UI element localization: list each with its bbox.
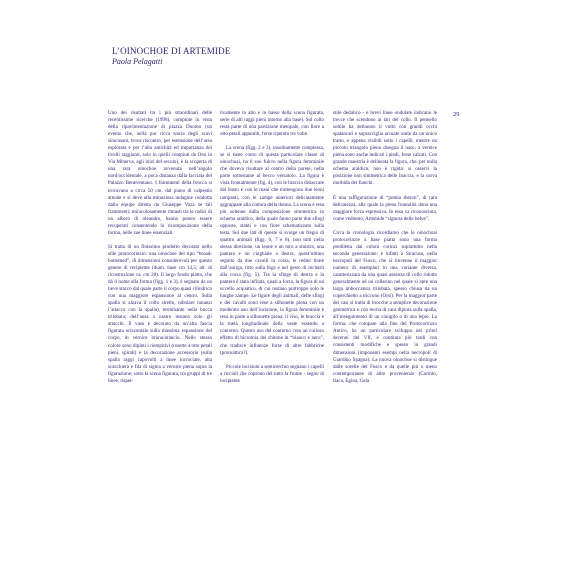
page-number: 29 [453,111,460,118]
article-author: Paola Pelagatti [112,57,163,66]
text-column-1 [108,110,212,385]
article-header [112,46,432,67]
paragraph: È una raffigurazione di “potnia theron”, di rara delicatezza, alla quale la piena frontalità dona una maggiore forza espressiva. In essa va riconosciuta, come vedremo, Artemide “signora delle belve”. [333,194,437,222]
paragraph: Si tratta di un finissimo prodotto decorato nello stile protocorinzio: una oinochoe del tipo “broad-bottomed”, di dimensioni considerevoli per questo genere di recipiente (diam. base cm 14,5; alt. di ricostruzione ca. cm 20). Il largo fondo piatto, che dà il nome alla forma (figg. 1 e 3), è segnato da un lieve stacco dal quale parte il corpo quasi cilindrico con una maggiore espansione al centro. Sulla spalla si alzava il collo stretto, tubolare innanzi l’attacco con la spalla), terminante nella bocca trilobata; dell’ansa a nastro restano solo gli attacchi. Il vaso è decorato da un’alta fascia figurata orizzontale sulla massima espansione del corpo, in vernice bruno/arancio. Nello stesso colore sono dipinti i riempitivi (rosette a otto petali pieni, spirali) e la decorazione accessoria (sulla spalla raggi capovolti a linee incrociate, alta scacchiera e fila di sigma a vernice piena sopra la figurazione; sotto la scena figurata, tra gruppi di tre linee, rispet- [108,243,212,384]
paragraph: Circa la cronologia ricordiamo che le oinochoai protocorinzie a base piatta sono una forma prediletta dai coloni corinzi soprattutto nella seconda generazione: è infatti a Siracusa, nella necropoli del Fusco, che si rinvenne il maggior numero di esemplari in una variante diversa, caratterizzata da una quasi assenza di collo ridotto generalmente ad un collarino nel quale si apre una larga imboccatura trilobata, spesso chiusa da un coperchietto a triccono (Orsi). Per la maggior parte dei casi si tratta di brocche a semplice decorazione geometrica o con teoria di cani dipinta sulla spalla, all’inseguimento di un coniglio o di una lepre. La forma, che compare alla fine del Protocorinzio Antico, ha un particolare sviluppo nei primi decenni del VII, e continua più tardi con consistenti modifiche e spesso in grandi dimensioni (imponenti esempi nella necropoli di Giardino Spagna). La nuova oinochoe si distingue dalle sorelle del Fusco e da quelle più o meno contemporanee di altre provenienze (Corinto, Itaca, Egina, Gela [333,229,437,384]
article-title: L’OINOCHOE DI ARTEMIDE [112,46,231,56]
paragraph: stile dedalico - e brevi linee ondulate indicano le trecce che scendono ai lati del collo. Il pennello sottile ha delineato il volto con grandi occhi spalancati e sopracciglia arcuate unite da un unico tratto, e appena visibili sotto i capelli, mentre un piccolo triangolo pieno disegna il naso; a vernice piena sono anche indicati i piedi, forse calzati. Con grande maestria è delineata la figura, che, per nulla schema araldico, non è rigida: si osservi la posizione non simmetrica delle braccia, e la curva morbida dei fianchi. [333,110,437,187]
paragraph: La scena (figg. 2 e 3), insolitamente complessa, se si tiene conto di questa particolare classe di oinochoai, ha il suo fulcro nella figura femminile che doveva risultare al centro della parete, nella parte sottostante al becco versatoio. La figura è vista frontalmente (fig. 4), con le braccia distaccate dal busto e con le mani che trattengono due leoni rampanti, con le zampe anteriori delicatamente aggrappate alla cintura della donna. La scena è resa più solenne dalla composizione simmetrica in schema araldico, della quale fanno parte due sfingi opposte, stanti e con fiore schematizzato sulla testa. Sui due lati di queste si svolge un fregio di quattro animali (figg. 6, 7 e 8), non tutti nella stessa direzione, un leone e un toro a sinistra, una pantera e un cinghiale a destra, quest’ultimo seguito da due cavalli in corsa, le redini tirate dall’auriga, ritto sulla biga e nel gesto di incitarli alla corsa (fig. 5). Tra la sfinge di destra e la pantera è stata infilata, quasi a forza, la figura di un uccello acquatico, di cui restano purtroppo solo le lunghe zampe. Le figure degli animali, delle sfingi e dei cavalli sono rese a silhouette piena con un moderato uso dell’incisione, la figura femminile è resa in parte a silhouette piena, il viso, le braccia e la metà longitudinale della veste essendo a contorno. Questo uso del contorno crea un curioso effetto di bicromia del chitone in “bianco e nero”, che tradisce influenze forse di altre fabbriche (protoattica?). [220,145,324,356]
paragraph: Uno dei risultati tra i più straordinari delle recentissime ricerche (1998), compiute in vista della ripavimentazione di piazza Duomo (un evento che, nella pur ricca storia degli scavi siracusani, trova riscontro, per estensione dell’area esplorata e per l’alta antichità ed importanza dei livelli raggiunti, solo in quelli compiuti da Orsi in Via Minerva, agli inizi del secolo), è la scoperta di una rara oinochoe avvenuta nell’angolo nord/occidentale, a poca distanza dalla facciata del Palazzo Beneventano. I frammenti della brocca si trovavano a circa 50 cm. dal piano di calpestio attuale e si deve alla minuziosa indagine condotta dalla équipe diretta da Giuseppe Voza se tali frammenti, miracolosamente rimasti tra le radici di un albero di oleandro, hanno potuto essere recuperati consentendo la ricomposizione della forma, nelle sue linee essenziali. [108,110,212,236]
text-column-3 [333,110,437,385]
paragraph: Piccole incisioni a semicerchio segnano i capelli a riccioli che coprono del tutto la fronte - segno di incipiente [220,363,324,384]
paragraph: tivamente in alto e in basso della scena figurata, serie di alti raggi pieni intorno alla base). Sul collo resta parte di una partizione metopale, con fiore a otto petali appuntiti, forse ripetuto tre volte. [220,110,324,138]
text-column-2 [220,110,324,385]
